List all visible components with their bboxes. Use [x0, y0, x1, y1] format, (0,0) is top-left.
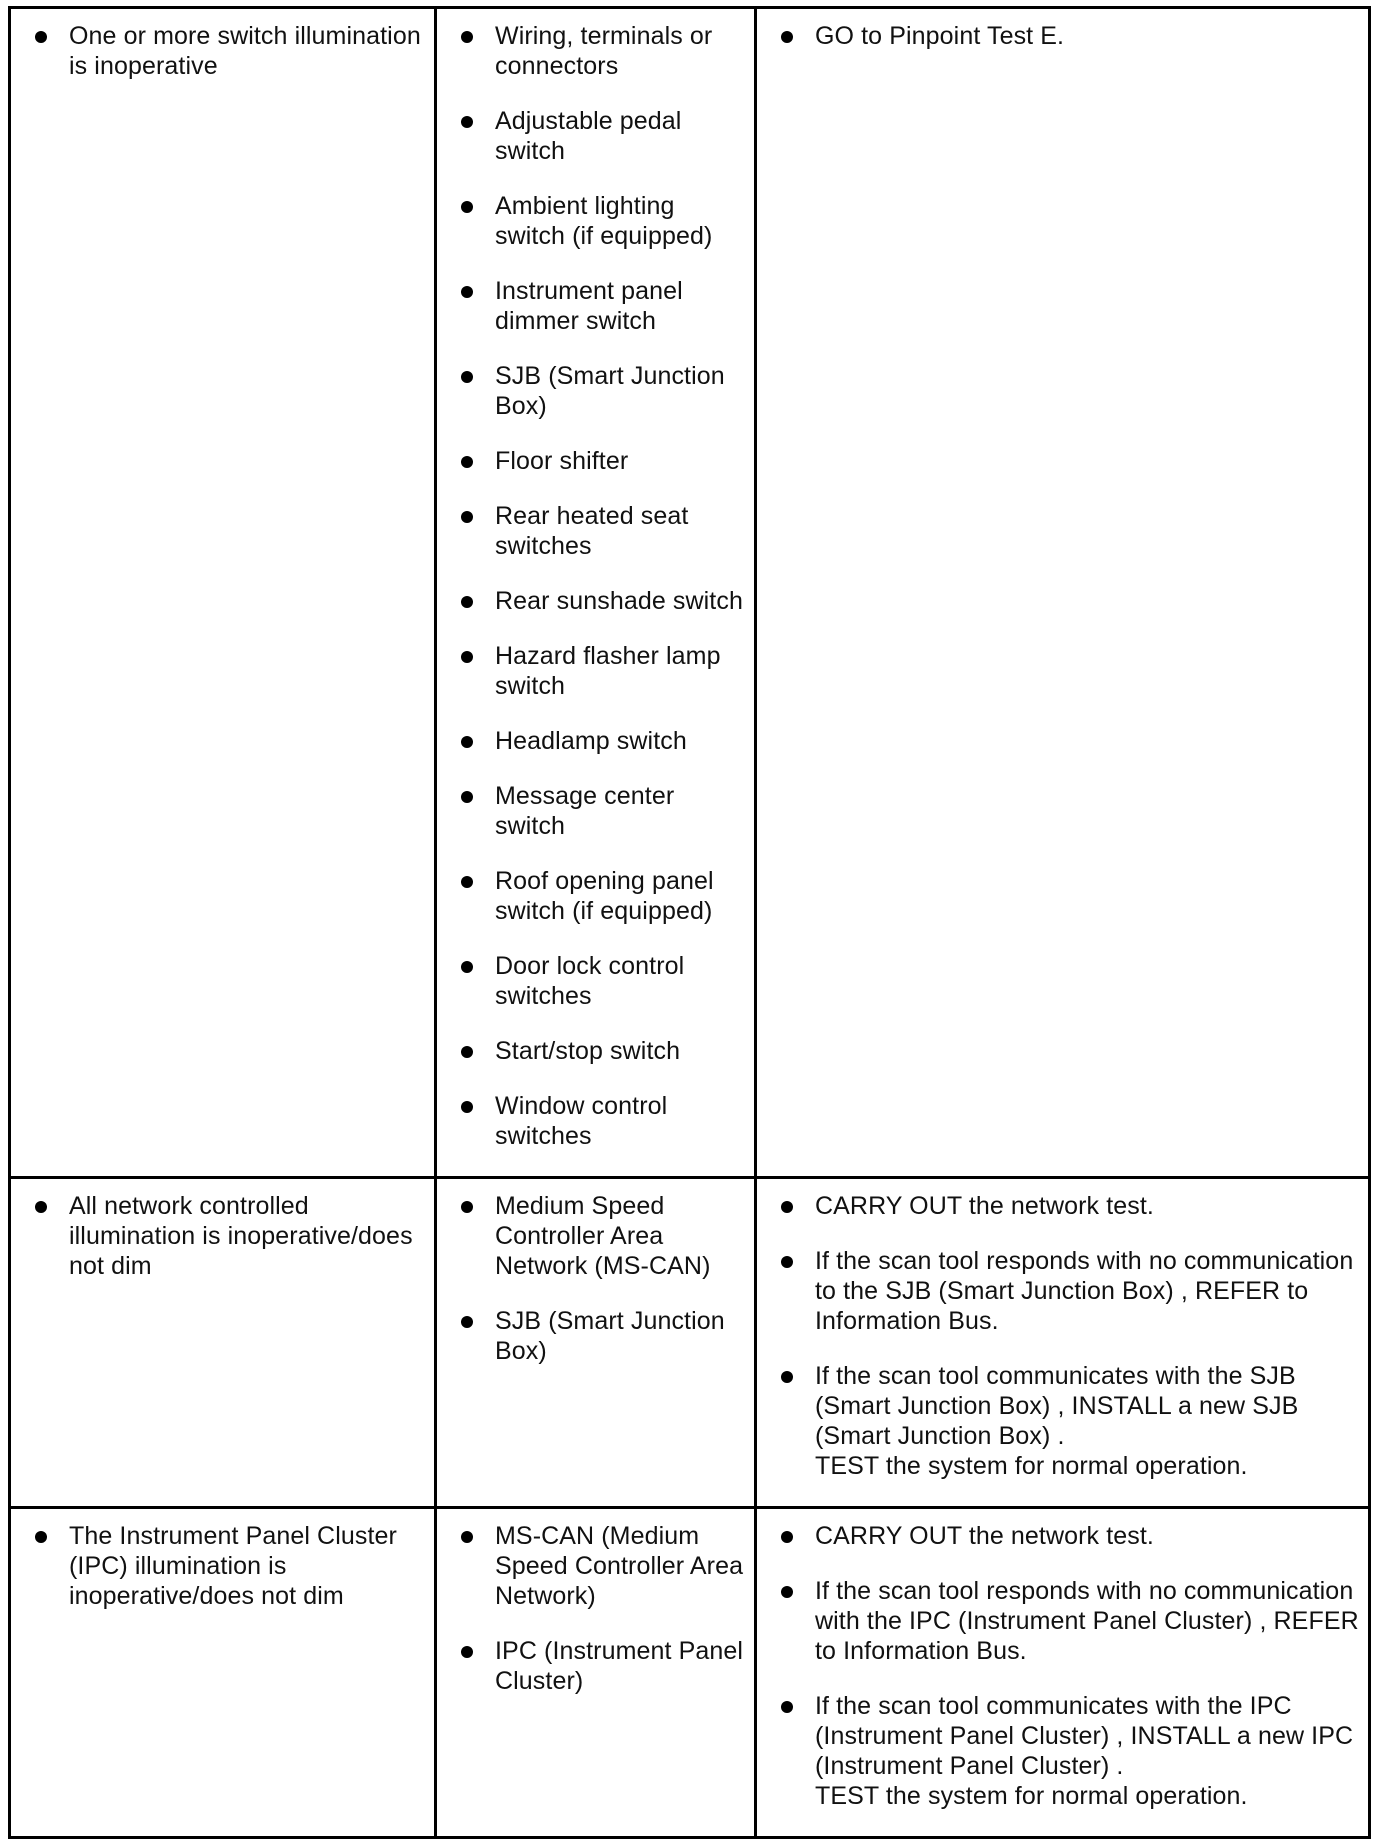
list-item: Wiring, terminals or connectors [455, 21, 746, 81]
condition-cell [10, 1508, 436, 1838]
list-item: Floor shifter [455, 446, 746, 476]
list-item: All network controlled illumination is inoperative/does not dim [29, 1191, 426, 1281]
list-item: Message center switch [455, 781, 746, 841]
table-row [10, 8, 1370, 1178]
action-text: CARRY OUT the network test. [815, 1522, 1154, 1550]
possible-sources-cell [436, 1508, 756, 1838]
list-item [775, 1521, 1360, 1551]
action-followup-text: TEST the system for normal operation. [815, 1782, 1248, 1810]
list-item [775, 1361, 1360, 1481]
action-text: If the scan tool responds with no communication to the SJB (Smart Junction Box) , REFER to Information Bus. [815, 1247, 1354, 1335]
list-item: SJB (Smart Junction Box) [455, 361, 746, 421]
list-item: The Instrument Panel Cluster (IPC) illumination is inoperative/does not dim [29, 1521, 426, 1611]
symptom-chart-page [8, 6, 1368, 1839]
list-item: Hazard flasher lamp switch [455, 641, 746, 701]
symptom-chart-table [8, 6, 1371, 1839]
list-item: Roof opening panel switch (if equipped) [455, 866, 746, 926]
list-item: Start/stop switch [455, 1036, 746, 1066]
action-cell [756, 1508, 1370, 1838]
list-item: Rear heated seat switches [455, 501, 746, 561]
condition-cell [10, 8, 436, 1178]
action-followup-text: TEST the system for normal operation. [815, 1452, 1248, 1480]
list-item [775, 1691, 1360, 1811]
action-text: If the scan tool communicates with the IPC (Instrument Panel Cluster) , INSTALL a new IPC (Instrument Panel Cluster) . [815, 1692, 1354, 1780]
list-item: Window control switches [455, 1091, 746, 1151]
possible-sources-cell [436, 8, 756, 1178]
action-text: CARRY OUT the network test. [815, 1192, 1154, 1220]
action-cell [756, 1178, 1370, 1508]
list-item: Headlamp switch [455, 726, 746, 756]
action-text: If the scan tool communicates with the SJB (Smart Junction Box) , INSTALL a new SJB (Smart Junction Box) . [815, 1362, 1299, 1450]
condition-cell [10, 1178, 436, 1508]
list-item: IPC (Instrument Panel Cluster) [455, 1636, 746, 1696]
action-text: If the scan tool responds with no communication with the IPC (Instrument Panel Cluster) , REFER to Information Bus. [815, 1577, 1359, 1665]
list-item: Rear sunshade switch [455, 586, 746, 616]
list-item: One or more switch illumination is inoperative [29, 21, 426, 81]
list-item [775, 1246, 1360, 1336]
table-row [10, 1178, 1370, 1508]
list-item: SJB (Smart Junction Box) [455, 1306, 746, 1366]
action-text: GO to Pinpoint Test E. [815, 22, 1065, 50]
list-item: Instrument panel dimmer switch [455, 276, 746, 336]
list-item [775, 21, 1360, 51]
list-item: MS-CAN (Medium Speed Controller Area Network) [455, 1521, 746, 1611]
possible-sources-cell [436, 1178, 756, 1508]
list-item: Medium Speed Controller Area Network (MS-CAN) [455, 1191, 746, 1281]
list-item: Adjustable pedal switch [455, 106, 746, 166]
table-row [10, 1508, 1370, 1838]
list-item: Ambient lighting switch (if equipped) [455, 191, 746, 251]
list-item [775, 1576, 1360, 1666]
action-cell [756, 8, 1370, 1178]
list-item [775, 1191, 1360, 1221]
list-item: Door lock control switches [455, 951, 746, 1011]
